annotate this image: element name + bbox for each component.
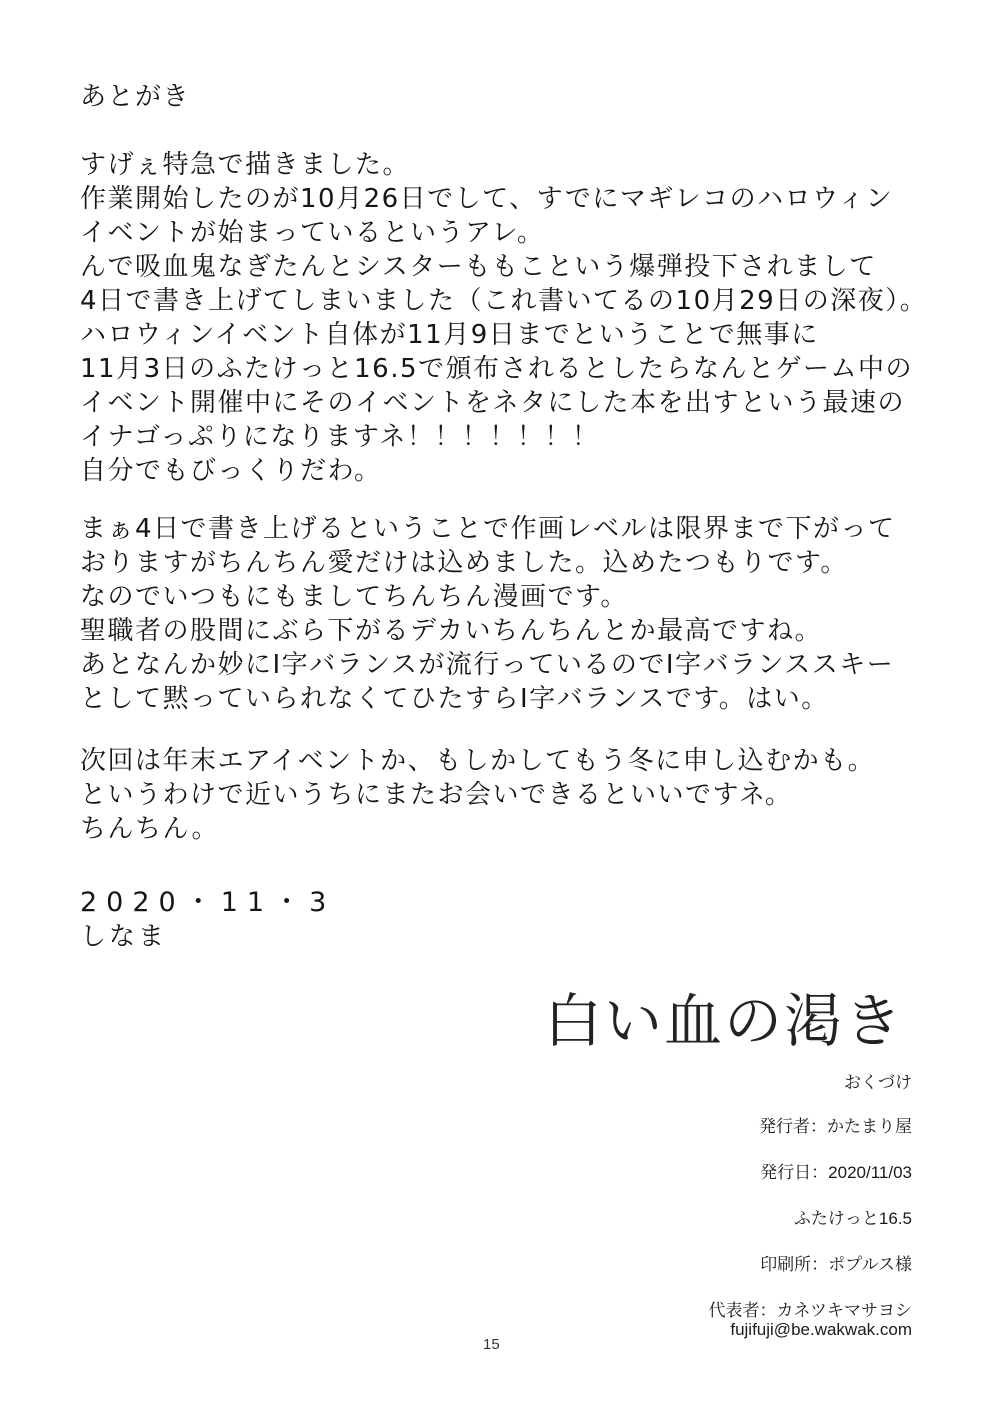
book-title: 白い血の渇き [543,987,904,1055]
printer-line: 印刷所：ポプルス様 [760,1255,912,1274]
page-number: 15 [483,1336,500,1353]
contact-email: fujifuji@be.wakwak.com [730,1320,912,1339]
afterword-line: すげぇ特急で描きました。 [80,150,411,180]
afterword-line: イベントが始まっているというアレ。 [80,218,545,248]
afterword-line: おりますがちんちん愛だけは込めました。込めたつもりです。 [80,548,848,578]
afterword-line: というわけで近いうちにまたお会いできるといいですネ。 [80,780,793,810]
representative-line: 代表者：カネツキマサヨシ [708,1301,912,1320]
afterword-line: 聖職者の股間にぶら下がるデカいちんちんとか最高ですね。 [80,616,822,646]
afterword-line: まぁ4日で書き上げるということで作画レベルは限界まで下がって [80,514,896,544]
afterword-date: 2020・11・3 [80,887,336,918]
afterword-line: あとなんか妙にI字バランスが流行っているのでI字バランススキー [80,650,895,680]
event-line: ふたけっと16.5 [793,1209,912,1228]
afterword-line: 作業開始したのが10月26日でして、すでにマギレコのハロウィン [80,184,894,214]
afterword-line: ハロウィンイベント自体が11月9日までということで無事に [80,320,819,350]
afterword-line: 4日で書き上げてしまいました（これ書いてるの10月29日の深夜）。 [80,286,928,316]
afterword-line: 11月3日のふたけっと16.5で頒布されるとしたらなんとゲーム中の [80,354,914,384]
afterword-line: として黙っていられなくてひたすらI字バランスです。はい。 [80,684,829,714]
afterword-line: なのでいつもにもましてちんちん漫画です。 [80,582,628,612]
afterword-signature: しなま [80,922,168,952]
publisher-line: 発行者：かたまり屋 [759,1117,912,1136]
afterword-line: 自分でもびっくりだわ。 [80,456,382,486]
issue-date-line: 発行日：2020/11/03 [760,1163,912,1182]
afterword-line: イナゴっぷりになりますネ！！！！！！！ [80,422,600,452]
afterword-heading: あとがき [80,82,191,112]
colophon-heading: おくづけ [844,1073,912,1092]
afterword-line: 次回は年末エアイベントか、もしかしてもう冬に申し込むかも。 [80,746,876,776]
afterword-line: んで吸血鬼なぎたんとシスターももこという爆弾投下されまして [80,252,877,282]
afterword-line: イベント開催中にそのイベントをネタにした本を出すという最速の [80,388,906,418]
afterword-line: ちんちん。 [80,814,220,844]
colophon [512,960,912,1380]
